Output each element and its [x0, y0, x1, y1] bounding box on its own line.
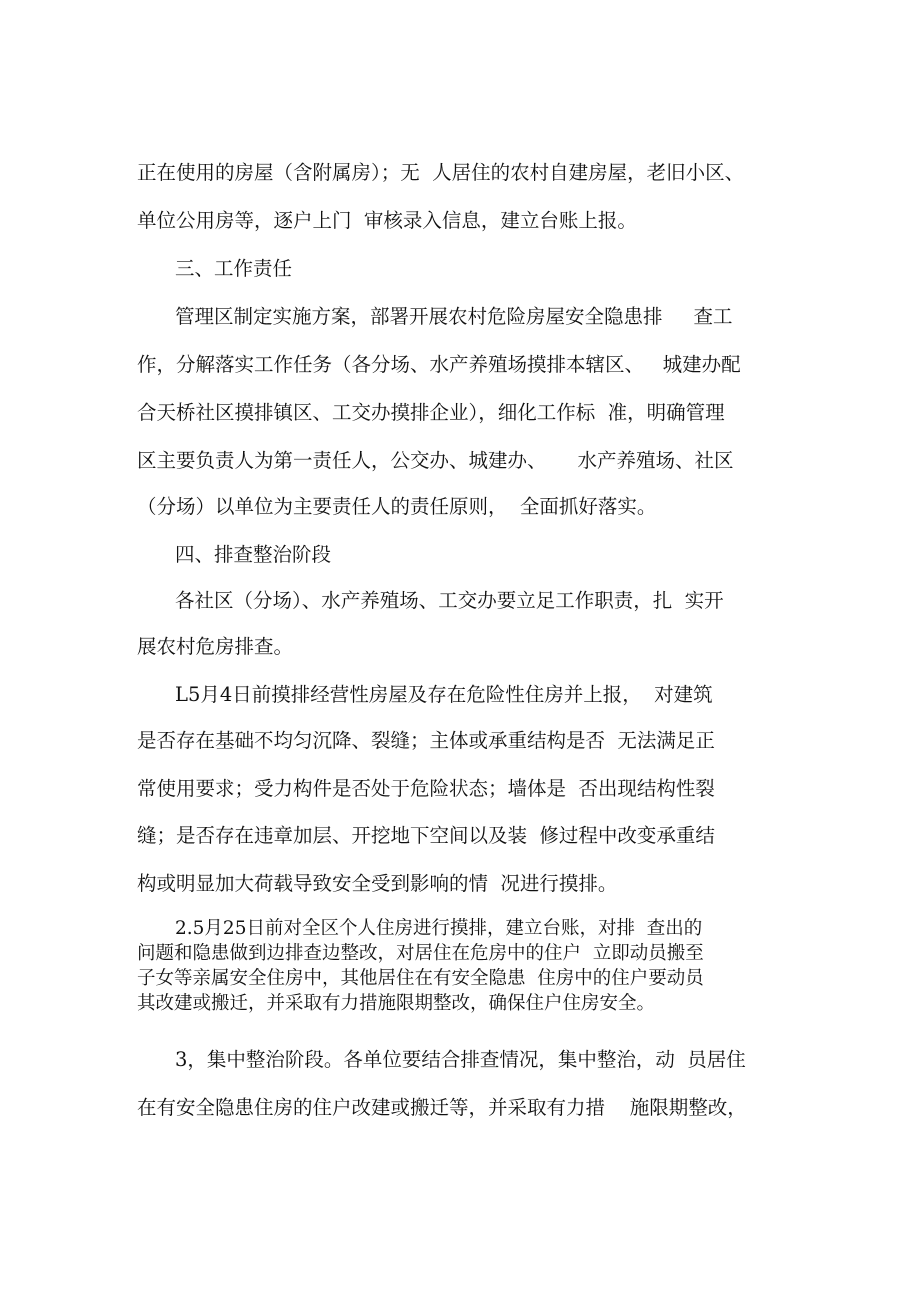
text-line: （分场）以单位为主要责任人的责任原则， 全面抓好落实。	[137, 495, 657, 518]
text-line: 各社区（分场）、水产养殖场、工交办要立足工作职责，扎 实开	[175, 589, 724, 612]
text-line: 常使用要求；受力构件是否处于危险状态；墙体是 否出现结构性裂	[137, 777, 715, 800]
text-line: 管理区制定实施方案，部署开展农村危险房屋安全隐患排 查工	[175, 305, 733, 328]
text-line: 区主要负责人为第一责任人，公交办、城建办、 水产养殖场、社区	[137, 449, 734, 472]
text-line: 在有安全隐患住房的住户改建或搬迁等，并采取有力措 施限期整改，	[137, 1096, 747, 1119]
list-item-3: 3，集中整治阶段。各单位要结合排查情况，集中整治，动 员居住	[175, 1048, 746, 1071]
text-line: 展农村危房排查。	[137, 635, 294, 658]
list-item-1: L5月4日前摸排经营性房屋及存在危险性住房并上报， 对建筑	[175, 683, 713, 706]
section-heading: 四、排查整治阶段	[175, 543, 332, 566]
text-line: 问题和隐患做到边排查边整改，对居住在危房中的住户 立即动员搬至	[137, 943, 704, 964]
text-line: 作，分解落实工作任务（各分场、水产养殖场摸排本辖区、 城建办配	[137, 353, 741, 376]
text-line: 合天桥社区摸排镇区、工交办摸排企业），细化工作标 准，明确管理	[137, 401, 725, 424]
text-line: 缝；是否存在违章加层、开挖地下空间以及装 修过程中改变承重结	[137, 824, 715, 847]
text-line: 子女等亲属安全住房中，其他居住在有安全隐患 住房中的住户要动员	[137, 968, 704, 989]
text-line: 构或明显加大荷载导致安全受到影响的情 况进行摸排。	[137, 872, 618, 895]
text-line: 单位公用房等，逐户上门 审核录入信息，建立台账上报。	[137, 209, 637, 232]
text-line: 正在使用的房屋（含附属房）；无 人居住的农村自建房屋，老旧小区、	[137, 161, 745, 184]
section-heading: 三、工作责任	[175, 257, 293, 280]
list-item-2: 2.5月25日前对全区个人住房进行摸排，建立台账，对排 查出的	[175, 918, 703, 939]
text-line: 其改建或搬迁，并采取有力措施限期整改，确保住户住房安全。	[137, 993, 656, 1014]
text-line: 是否存在基础不均匀沉降、裂缝；主体或承重结构是否 无法满足正	[137, 729, 715, 752]
